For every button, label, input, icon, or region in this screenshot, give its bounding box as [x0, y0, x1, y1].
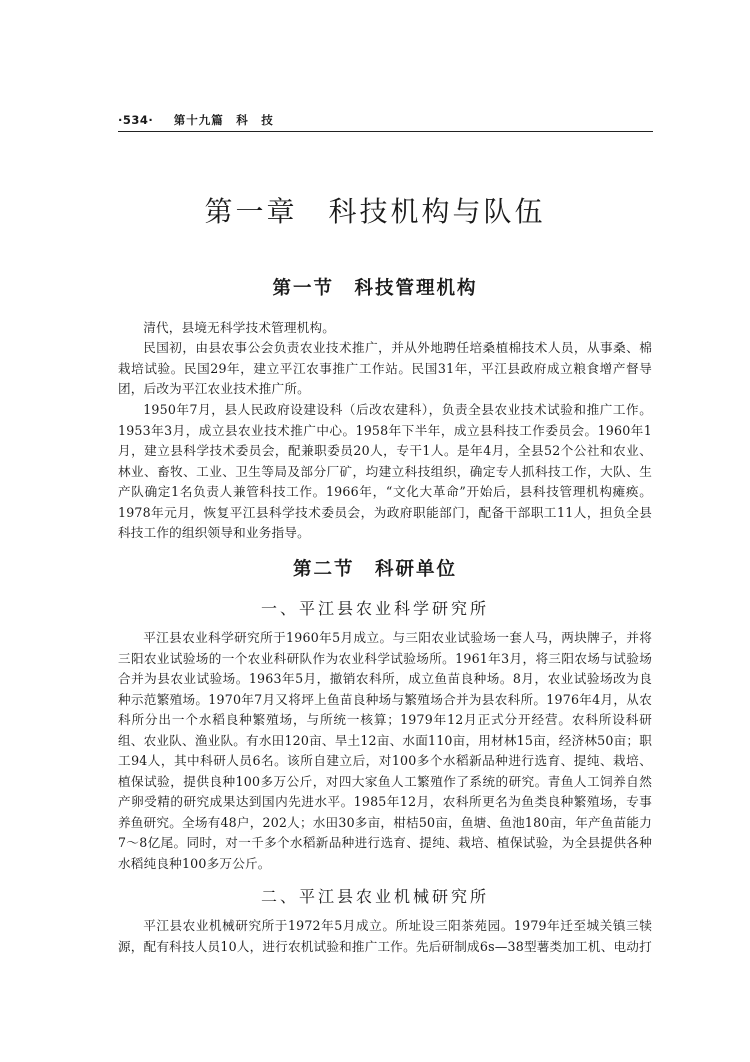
paragraph: 平江县农业科学研究所于1960年5月成立。与三阳农业试验场一套人马，两块牌子，并将三阳农业试验场的一个农业科研队作为农业科学试验场所。1961年3月，将三阳农场与试验场合并为县农业试验场。1963年5月，撤销农科所，成立鱼苗良种场。8月，农业试验场改为良种示范繁殖场。1970年7月又将坪上鱼苗良种场与繁殖场合并为县农科所。1976年4月，从农科所分出一个水稻良种繁殖场，与所统一核算；1979年12月正式分开经营。农科所设科研组、农业队、渔业队。有水田120亩、旱土12亩、水面110亩，用材林15亩，经济林50亩；职工94人，其中科研人员6名。该所自建立后，对100多个水稻新品种进行选育、提纯、栽培、植保试验，提供良种100多万公斤，对四大家鱼人工繁殖作了系统的研究。青鱼人工饲养自然产卵受精的研究成果达到国内先进水平。1985年12月，农科所更名为鱼类良种繁殖场，专事养鱼研究。全场有48户，202人；水田30多亩，柑桔50亩，鱼塘、鱼池180亩，年产鱼苗能力7～8亿尾。同时，对一千多个水稻新品种进行选育、提纯、栽培、植保试验，为全县提供各种水稻纯良种100多万公斤。	[118, 630, 652, 871]
section-heading-1: 第一节 科技管理机构	[272, 278, 478, 299]
paragraph: 清代，县境无科学技术管理机构。	[143, 320, 336, 335]
section-heading-2: 第二节 科研单位	[292, 559, 457, 580]
running-header	[118, 112, 274, 128]
header-rule	[118, 131, 653, 132]
subsection-heading-1: 一、平江县农业科学研究所	[260, 599, 489, 618]
part-title: 第十九篇 科 技	[173, 113, 274, 127]
subsection-heading-2: 二、平江县农业机械研究所	[260, 887, 489, 906]
paragraph: 平江县农业机械研究所于1972年5月成立。所址设三阳茶苑园。1979年迁至城关镇三犊源，配有科技人员10人，进行农机试验和推广工作。先后研制成6s—38型薯类加工机、电动打	[118, 918, 652, 954]
chapter-title: 第一章 科技机构与队伍	[204, 195, 546, 228]
page-number: ·534·	[118, 113, 154, 127]
paragraph: 1950年7月，县人民政府设建设科（后改农建科），负责全县农业技术试验和推广工作。1953年3月，成立县农业技术推广中心。1958年下半年，成立县科技工作委员会。1960年1月，建立县科学技术委员会，配兼职委员20人，专干1人。是年4月，全县52个公社和农业、林业、畜牧、工业、卫生等局及部分厂矿，均建立科技组织，确定专人抓科技工作，大队、生产队确定1名负责人兼管科技工作。1966年，“文化大革命”开始后，县科技管理机构瘫痪。1978年元月，恢复平江县科学技术委员会，为政府职能部门，配备干部职工11人，担负全县科技工作的组织领导和业务指导。	[118, 402, 652, 540]
paragraph: 民国初，由县农事公会负责农业技术推广，并从外地聘任培桑植棉技术人员，从事桑、棉栽培试验。民国29年，建立平江农事推广工作站。民国31年，平江县政府成立粮食增产督导团，后改为平江农业技术推广所。	[118, 340, 652, 396]
